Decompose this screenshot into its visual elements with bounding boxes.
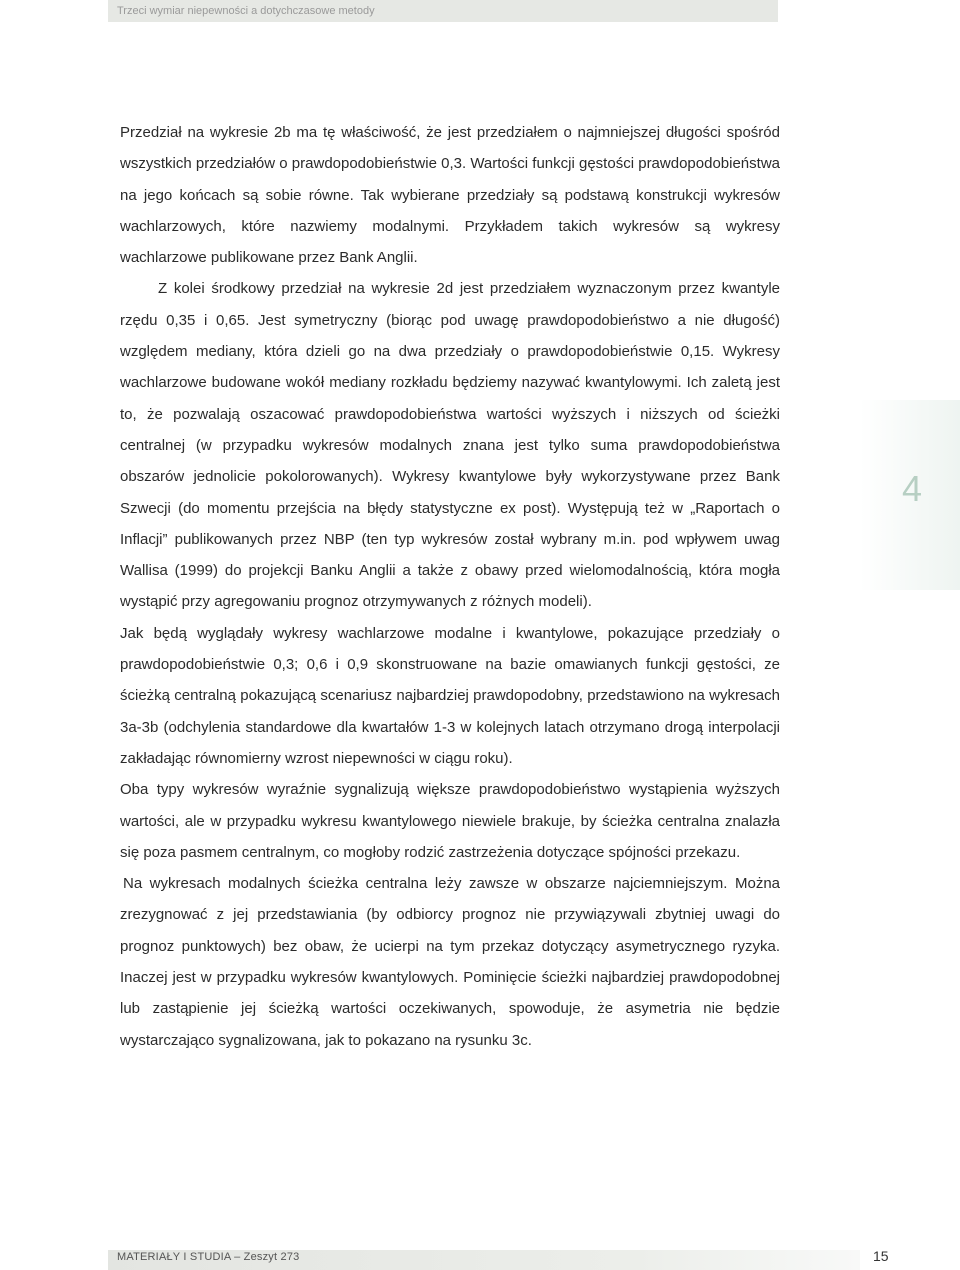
footer-publication: MATERIAŁY I STUDIA – Zeszyt 273 bbox=[117, 1251, 300, 1263]
paragraph-5: Na wykresach modalnych ścieżka centralna leży zawsze w obszarze najciemniejszym. Można zrezygnować z jej przedstawiania (by odbiorcy prognoz nie przywiązywali zbytniej uwagi do prognoz punktowych) bez obaw, że ucierpi na tym przekaz dotyczący asymetrycznego ryzyka. Inaczej jest w przypadku wykresów kwantylowych. Pominięcie ścieżki najbardziej prawdopodobnej lub zastąpienie jej ścieżką wartości oczekiwanych, spowoduje, że asymetria nie będzie wystarczająco sygnalizowana, jak to pokazano na rysunku 3c. bbox=[120, 875, 780, 1049]
running-header-title: Trzeci wymiar niepewności a dotychczasowe metody bbox=[117, 5, 375, 17]
paragraph-2: Z kolei środkowy przedział na wykresie 2d jest przedziałem wyznaczonym przez kwantyle rzędu 0,35 i 0,65. Jest symetryczny (biorąc pod uwagę prawdopodobieństwo a nie długość) względem mediany, która dzieli go na dwa przedziały o prawdopodobieństwie 0,15. Wykresy wachlarzowe budowane wokół mediany rozkładu będziemy nazywać kwantylowymi. Ich zaletą jest to, że pozwalają oszacować prawdopodobieństwa wartości wyższych i niższych od ścieżki centralnej (w przypadku wykresów modalnych znana jest tylko suma prawdopodobieństwa obszarów jednolicie pokolorowanych). Wykresy kwantylowe były wykorzystywane przez Bank Szwecji (do momentu przejścia na błędy statystyczne ex post). Występują też w „Raportach o Inflacji” publikowanych przez NBP (ten typ wykresów został wybrany m.in. pod wpływem uwag Wallisa (1999) do projekcji Banku Anglii a także z obawy przed wielomodalnością, która mogła wystąpić przy agregowaniu prognoz otrzymywanych z różnych modeli). bbox=[120, 280, 780, 611]
paragraph-3: Jak będą wyglądały wykresy wachlarzowe modalne i kwantylowe, pokazujące przedziały o prawdopodobieństwie 0,3; 0,6 i 0,9 skonstruowane na bazie omawianych funkcji gęstości, ze ścieżką centralną pokazującą scenariusz najbardziej prawdopodobny, przedstawiono na wykresach 3a-3b (odchylenia standardowe dla kwartałów 1-3 w kolejnych latach otrzymano drogą interpolacji zakładając równomierny wzrost niepewności w ciągu roku). bbox=[120, 624, 780, 767]
chapter-number: 4 bbox=[902, 468, 923, 509]
paragraph-1: Przedział na wykresie 2b ma tę właściwość, że jest przedziałem o najmniejszej długości spośród wszystkich przedziałów o prawdopodobieństwie 0,3. Wartości funkcji gęstości prawdopodobieństwa na jego końcach są sobie równe. Tak wybierane przedziały są podstawą konstrukcji wykresów wachlarzowych, które nazwiemy modalnymi. Przykładem takich wykresów są wykresy wachlarzowe publikowane przez Bank Anglii. bbox=[120, 124, 780, 267]
page-number: 15 bbox=[873, 1248, 889, 1264]
paragraph-4: Oba typy wykresów wyraźnie sygnalizują większe prawdopodobieństwo wystąpienia wyższych wartości, ale w przypadku wykresu kwantylowego niewiele brakuje, by ścieżka centralna znalazła się poza pasmem centralnym, co mogłoby rodzić zastrzeżenia dotyczące spójności przekazu. bbox=[120, 781, 780, 861]
body-text bbox=[120, 117, 780, 1056]
